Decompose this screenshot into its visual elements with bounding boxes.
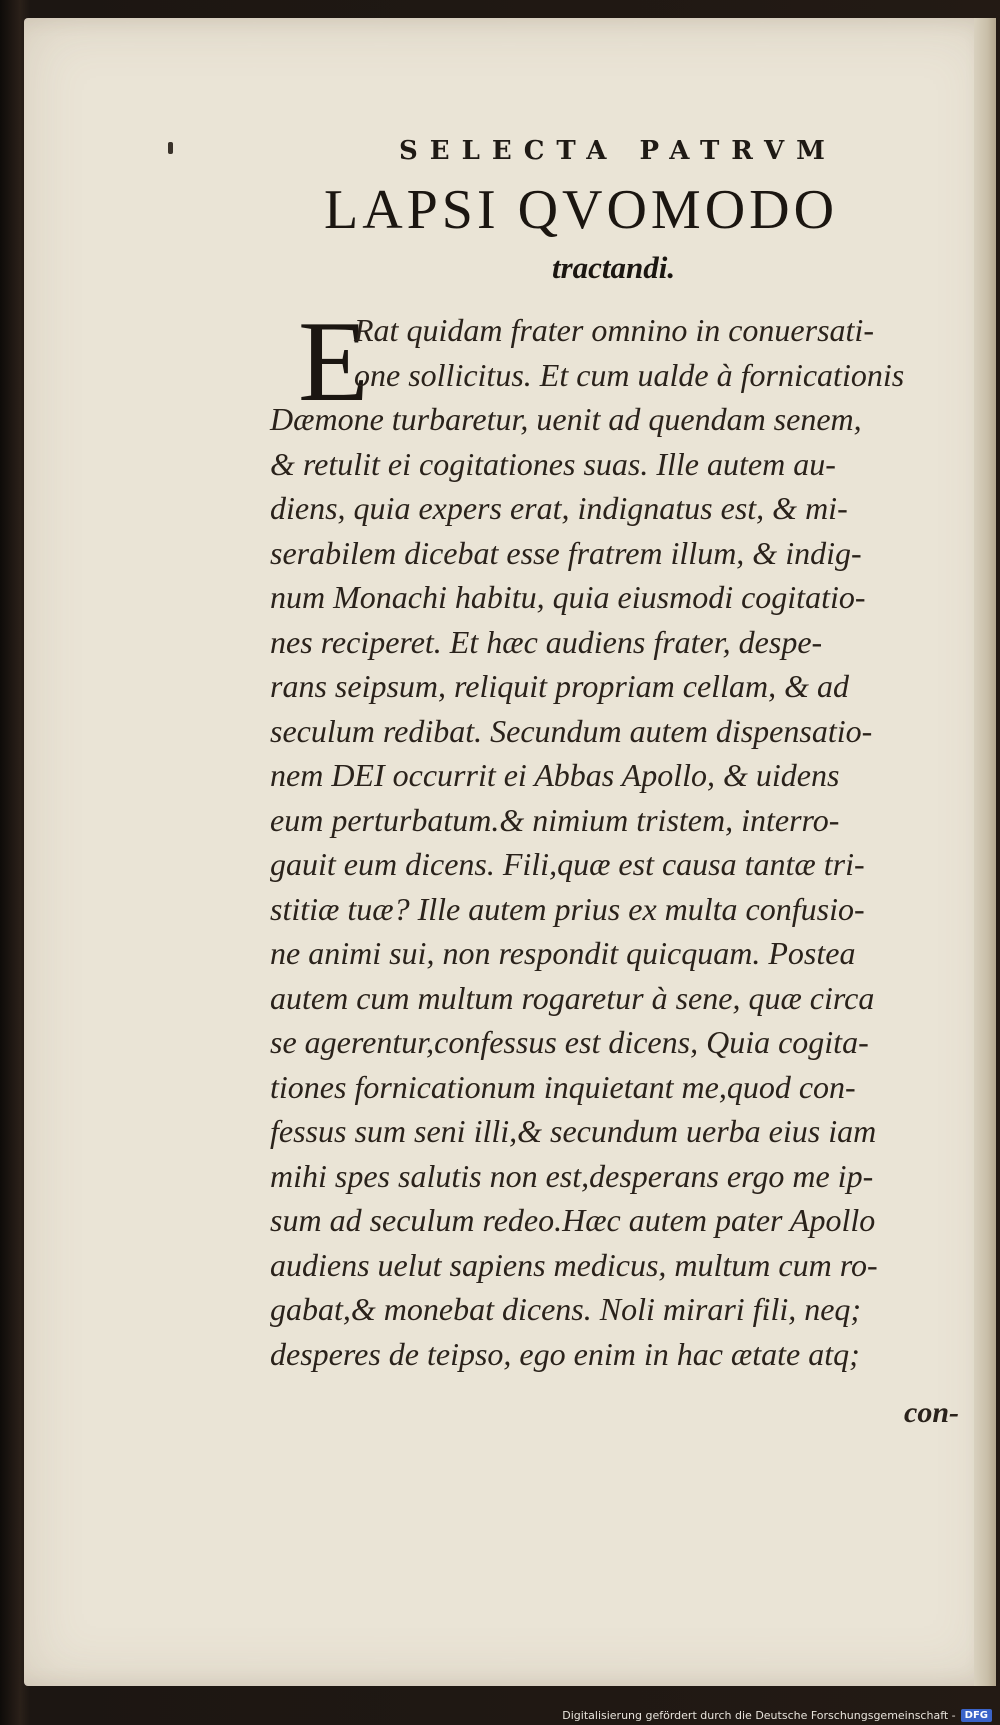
text-line: Dæmone turbaretur, uenit ad quendam senem,	[270, 401, 862, 437]
text-line: fessus sum seni illi,& secundum uerba eius iam	[270, 1113, 877, 1149]
text-line: nem DEI occurrit ei Abbas Apollo, & uidens	[270, 757, 840, 793]
text-line: seculum redibat. Secundum autem dispensatio-	[270, 712, 873, 749]
text-line: audiens uelut sapiens medicus, multum cum ro-	[270, 1246, 878, 1283]
dfg-logo: DFG	[961, 1709, 992, 1722]
text-line: num Monachi habitu, quia eiusmodi cogitatio-	[270, 579, 866, 615]
text-line: sum ad seculum redeo.Hæc autem pater Apollo	[270, 1202, 876, 1238]
section-subtitle: tractandi.	[552, 250, 676, 285]
text-line: stitiæ tuæ? Ille autem prius ex multa confusio-	[270, 890, 865, 927]
digitization-footer	[562, 1709, 992, 1722]
running-head: SELECTA PATRVM	[399, 136, 837, 166]
text-line: serabilem dicebat esse fratrem illum, & indig-	[270, 534, 862, 571]
drop-initial: E	[298, 298, 369, 426]
text-line: nes reciperet. Et hæc audiens frater, despe-	[270, 623, 823, 660]
text-line: & retulit ei cogitationes suas. Ille autem au-	[270, 445, 836, 482]
catchword: con-	[904, 1396, 959, 1429]
ink-mark	[168, 142, 173, 154]
page-edge	[974, 18, 996, 1686]
text-line: rans seipsum, reliquit propriam cellam, & ad	[270, 668, 849, 704]
text-line: diens, quia expers erat, indignatus est, & mi-	[270, 490, 848, 526]
text-line: se agerentur,confessus est dicens, Quia cogita-	[270, 1024, 869, 1060]
footer-text: Digitalisierung gefördert durch die Deutsche Forschungsgemeinschaft -	[562, 1709, 956, 1722]
section-title: LAPSI QVOMODO	[324, 179, 839, 241]
text-line: desperes de teipso, ego enim in hac ætate atq;	[270, 1335, 860, 1372]
text-line: ne animi sui, non respondit quicquam. Postea	[270, 935, 856, 971]
text-line: eum perturbatum.& nimium tristem, interro-	[270, 801, 840, 838]
text-line: one sollicitus. Et cum ualde à fornicationis	[354, 356, 905, 393]
paper-page	[24, 18, 996, 1686]
text-line: gauit eum dicens. Fili,quæ est causa tantæ tri-	[270, 846, 865, 882]
text-line: autem cum multum rogaretur à sene, quæ circa	[270, 979, 875, 1016]
text-line: Rat quidam frater omnino in conuersati-	[354, 312, 874, 348]
text-line: tiones fornicationum inquietant me,quod con-	[270, 1068, 856, 1105]
text-line: gabat,& monebat dicens. Noli mirari fili, neq;	[270, 1291, 862, 1327]
text-line: mihi spes salutis non est,desperans ergo me ip-	[270, 1157, 874, 1194]
